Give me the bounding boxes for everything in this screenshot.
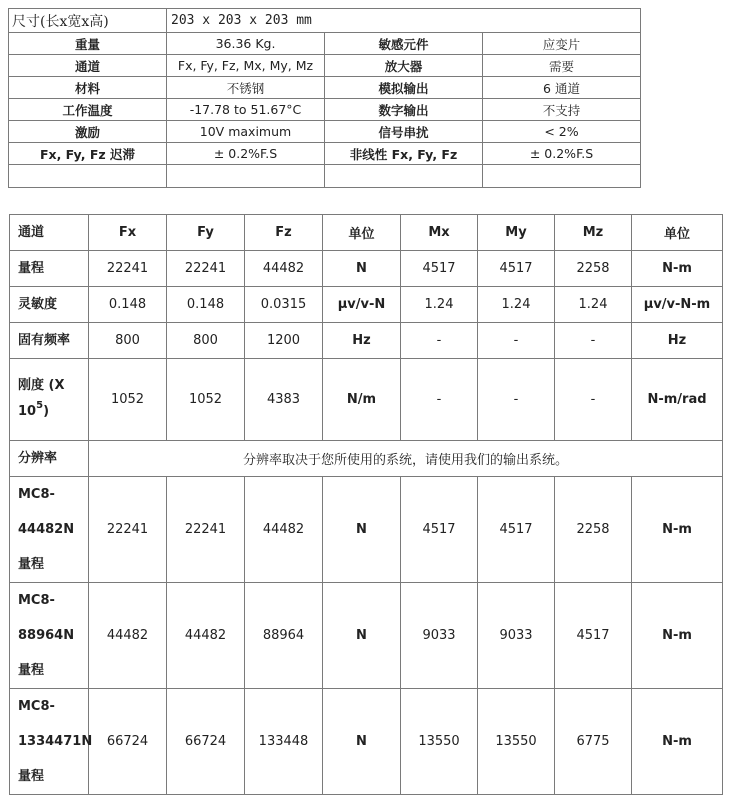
unit-cell: N-m <box>632 477 723 583</box>
spec-row-size <box>9 9 641 33</box>
spec-label: 材料 <box>9 77 167 99</box>
row-label: 灵敏度 <box>10 287 89 323</box>
header-cell-mx: Mx <box>401 215 478 251</box>
model-label <box>10 477 89 583</box>
table-cell: 4517 <box>555 583 632 689</box>
table-cell: 22241 <box>89 477 167 583</box>
spec-label: Fx, Fy, Fz 迟滞 <box>9 143 167 165</box>
spec-value: -17.78 to 51.67°C <box>167 99 325 121</box>
table-cell: 1.24 <box>478 287 555 323</box>
table-cell: 9033 <box>401 583 478 689</box>
table-cell: 1052 <box>167 359 245 441</box>
header-cell-unit-force: 单位 <box>323 215 401 251</box>
table-cell: 800 <box>89 323 167 359</box>
table-cell: 4517 <box>401 477 478 583</box>
unit-cell: Hz <box>632 323 723 359</box>
table-cell: 13550 <box>401 689 478 795</box>
stiffness-exponent: 5 <box>36 400 44 411</box>
spec-label: 模拟输出 <box>325 77 483 99</box>
empty-cell <box>9 165 167 188</box>
unit-cell: N <box>323 251 401 287</box>
model-label-line1: MC8- <box>18 487 55 502</box>
range-row-capacity <box>10 251 723 287</box>
spec-label: 放大器 <box>325 55 483 77</box>
spec-label: 工作温度 <box>9 99 167 121</box>
table-cell: 800 <box>167 323 245 359</box>
unit-cell: N-m <box>632 689 723 795</box>
model-label-line2: 1334471N <box>18 734 93 749</box>
resolution-note: 分辨率取决于您所使用的系统，请使用我们的输出系统。 <box>89 441 723 477</box>
model-label-line2: 88964N <box>18 628 75 643</box>
spec-empty-row <box>9 165 641 188</box>
table-cell: 2258 <box>555 251 632 287</box>
spec-value: ± 0.2%F.S <box>167 143 325 165</box>
size-label: 尺寸(长x宽x高) <box>9 9 167 33</box>
table-cell: 1.24 <box>555 287 632 323</box>
range-row-model <box>10 477 723 583</box>
spec-row <box>9 121 641 143</box>
table-cell: 22241 <box>89 251 167 287</box>
unit-cell: N-m <box>632 251 723 287</box>
spec-label: 激励 <box>9 121 167 143</box>
row-label: 固有频率 <box>10 323 89 359</box>
size-value: 203 x 203 x 203 mm <box>167 9 641 33</box>
stiffness-close: ) <box>43 404 50 419</box>
table-cell: 2258 <box>555 477 632 583</box>
spec-value: 10V maximum <box>167 121 325 143</box>
spec-label: 敏感元件 <box>325 33 483 55</box>
table-cell: 44482 <box>89 583 167 689</box>
spec-value: < 2% <box>483 121 641 143</box>
range-row-model <box>10 583 723 689</box>
table-cell: 1200 <box>245 323 323 359</box>
row-label: 量程 <box>10 251 89 287</box>
header-cell-mz: Mz <box>555 215 632 251</box>
spec-value: Fx, Fy, Fz, Mx, My, Mz <box>167 55 325 77</box>
unit-cell: N/m <box>323 359 401 441</box>
spec-value: 36.36 Kg. <box>167 33 325 55</box>
table-cell: 4517 <box>478 251 555 287</box>
table-cell: 4383 <box>245 359 323 441</box>
model-label-line3: 量程 <box>18 663 45 678</box>
spec-row <box>9 55 641 77</box>
header-cell-fy: Fy <box>167 215 245 251</box>
table-cell: 6775 <box>555 689 632 795</box>
spec-value: 6 通道 <box>483 77 641 99</box>
unit-cell: N <box>323 583 401 689</box>
table-cell: 0.148 <box>89 287 167 323</box>
unit-cell: N <box>323 689 401 795</box>
spec-row <box>9 33 641 55</box>
header-cell-channel: 通道 <box>10 215 89 251</box>
unit-cell: Hz <box>323 323 401 359</box>
range-row-model <box>10 689 723 795</box>
spec-row <box>9 77 641 99</box>
row-label-stiffness <box>10 359 89 441</box>
table-cell: - <box>401 359 478 441</box>
header-cell-my: My <box>478 215 555 251</box>
range-header-row <box>10 215 723 251</box>
range-row-natural-frequency <box>10 323 723 359</box>
row-label: 分辨率 <box>10 441 89 477</box>
spec-table <box>8 8 641 188</box>
table-cell: 0.0315 <box>245 287 323 323</box>
stiffness-base: 10 <box>18 404 37 419</box>
spec-value: 需要 <box>483 55 641 77</box>
range-row-stiffness <box>10 359 723 441</box>
model-label-line3: 量程 <box>18 557 45 572</box>
empty-cell <box>167 165 325 188</box>
spec-label: 数字输出 <box>325 99 483 121</box>
empty-cell <box>325 165 483 188</box>
unit-cell: N <box>323 477 401 583</box>
spec-row <box>9 99 641 121</box>
model-label <box>10 583 89 689</box>
table-cell: 4517 <box>478 477 555 583</box>
spec-value: 不锈钢 <box>167 77 325 99</box>
unit-cell: μv/v-N <box>323 287 401 323</box>
table-cell: 66724 <box>89 689 167 795</box>
stiffness-label-line1: 刚度 (X <box>18 378 65 393</box>
table-cell: 9033 <box>478 583 555 689</box>
table-cell: 22241 <box>167 477 245 583</box>
model-label <box>10 689 93 795</box>
header-cell-unit-moment: 单位 <box>632 215 723 251</box>
range-row-sensitivity <box>10 287 723 323</box>
table-cell: 44482 <box>167 583 245 689</box>
stiffness-label-line2 <box>18 399 88 426</box>
unit-cell: μv/v-N-m <box>632 287 723 323</box>
table-cell: - <box>555 323 632 359</box>
table-cell: 1052 <box>89 359 167 441</box>
model-label-line2: 44482N <box>18 522 75 537</box>
table-cell: 66724 <box>167 689 245 795</box>
model-label-line1: MC8- <box>18 699 55 714</box>
spec-value: 应变片 <box>483 33 641 55</box>
model-label-line3: 量程 <box>18 769 45 784</box>
spec-label: 非线性 Fx, Fy, Fz <box>325 143 483 165</box>
empty-cell <box>483 165 641 188</box>
unit-cell: N-m <box>632 583 723 689</box>
range-table <box>9 214 723 795</box>
range-row-resolution <box>10 441 723 477</box>
model-label-line1: MC8- <box>18 593 55 608</box>
spec-label: 通道 <box>9 55 167 77</box>
spec-label: 重量 <box>9 33 167 55</box>
table-cell: - <box>555 359 632 441</box>
table-cell: 44482 <box>245 477 323 583</box>
spec-value: ± 0.2%F.S <box>483 143 641 165</box>
table-cell: 133448 <box>245 689 323 795</box>
table-cell: 1.24 <box>401 287 478 323</box>
unit-cell: N-m/rad <box>632 359 723 441</box>
header-cell-fx: Fx <box>89 215 167 251</box>
table-cell: 0.148 <box>167 287 245 323</box>
header-cell-fz: Fz <box>245 215 323 251</box>
table-cell: 22241 <box>167 251 245 287</box>
table-cell: - <box>401 323 478 359</box>
table-cell: - <box>478 359 555 441</box>
table-cell: 13550 <box>478 689 555 795</box>
spec-value: 不支持 <box>483 99 641 121</box>
table-cell: - <box>478 323 555 359</box>
spec-label: 信号串扰 <box>325 121 483 143</box>
table-cell: 88964 <box>245 583 323 689</box>
table-cell: 4517 <box>401 251 478 287</box>
table-cell: 44482 <box>245 251 323 287</box>
spec-row <box>9 143 641 165</box>
